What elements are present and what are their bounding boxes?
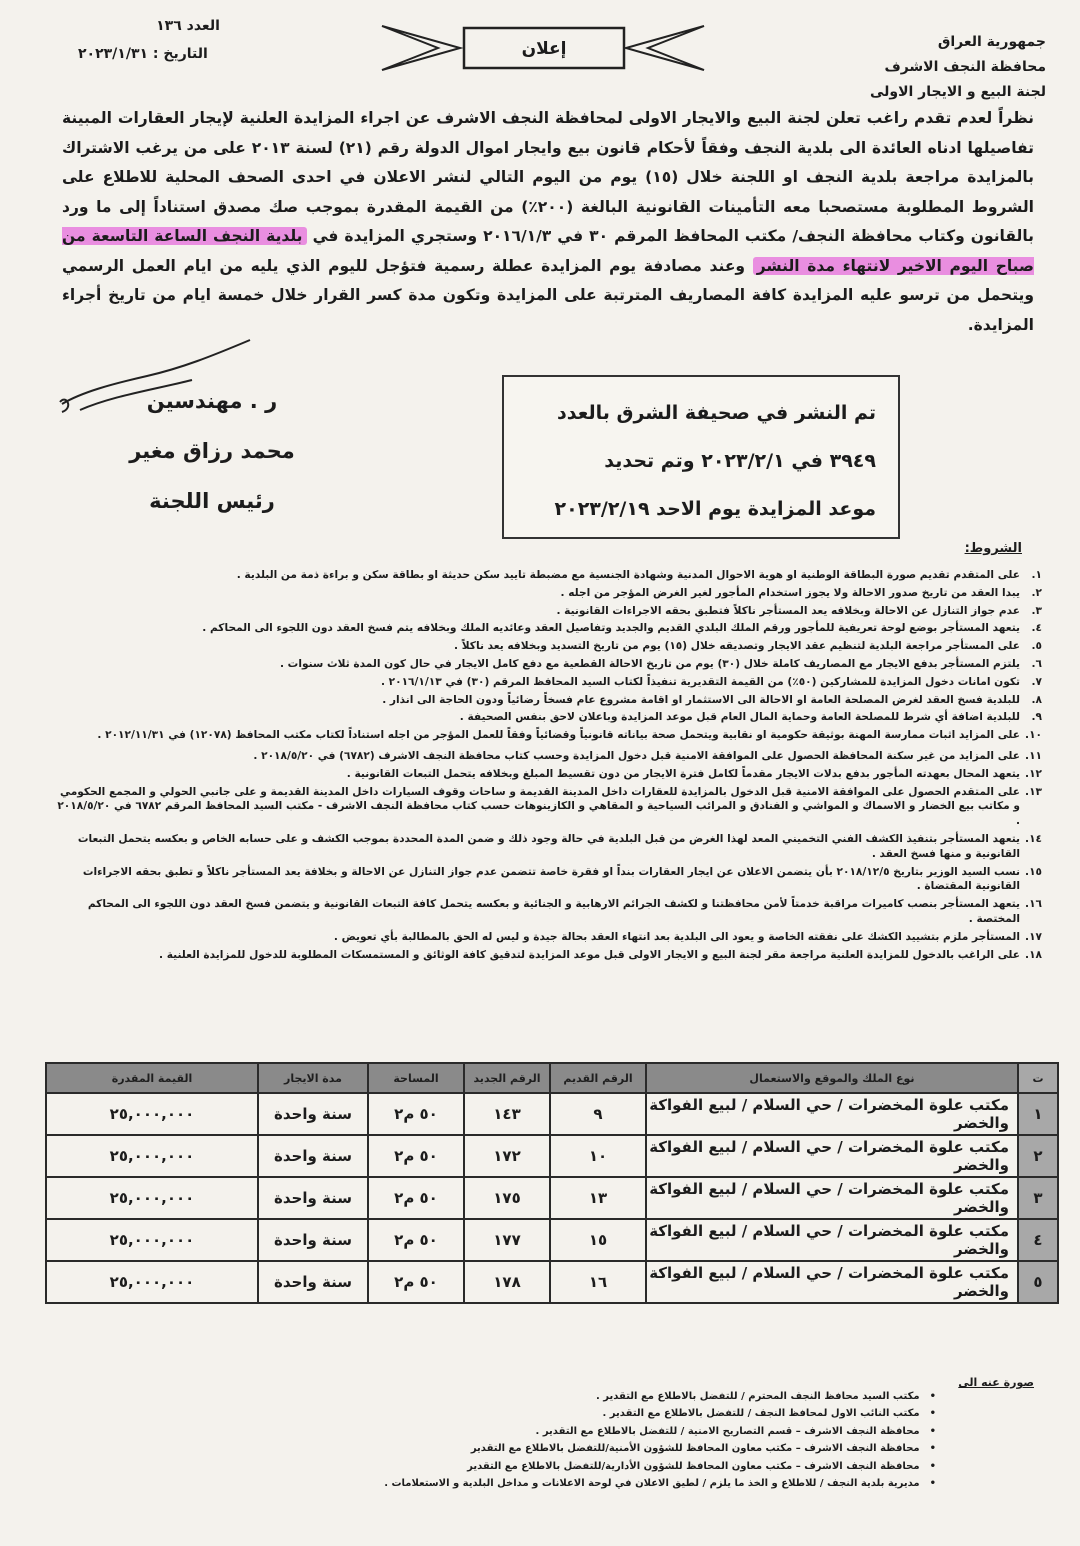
cell-new-number: ١٤٣ xyxy=(464,1093,550,1135)
condition-item xyxy=(56,728,1042,743)
condition-text: على المزايد اثبات ممارسة المهنة بوثيقة حكومية او نقابية ويتحمل صحة بياناته قانونياً وقضائياً وفقاً للعمل المؤجر من اجله استناداً لكتاب مكتب المحافظ (١٢٠٧٨) في ٢٠١٢/١١/٣١ . xyxy=(97,729,1020,742)
condition-number: ١٢. xyxy=(1025,767,1042,780)
condition-item xyxy=(56,693,1042,708)
column-header: مدة الايجار xyxy=(258,1063,368,1093)
cell-value: ٢٥,٠٠٠,٠٠٠ xyxy=(46,1219,258,1261)
cell-duration: سنة واحدة xyxy=(258,1219,368,1261)
title-banner xyxy=(378,18,708,78)
column-header: القيمة المقدرة xyxy=(46,1063,258,1093)
condition-number: ٦. xyxy=(1031,657,1042,670)
cell-value: ٢٥,٠٠٠,٠٠٠ xyxy=(46,1093,258,1135)
copies-list xyxy=(116,1388,936,1492)
cell-area: ٥٠ م٢ xyxy=(368,1093,464,1135)
condition-item xyxy=(56,948,1042,963)
cell-duration: سنة واحدة xyxy=(258,1177,368,1219)
page-title: إعلان xyxy=(521,39,567,59)
body-text-end: وعند مصادفة يوم المزايدة عطلة رسمية فتؤجل لليوم الذي يليه من ايام العمل الرسمي ويتحمل من ترسو عليه المزايدة كافة المصاريف المترتبة على المزايدة وتكون مدة كسر القرار خلال خمسة ايام من تاريخ أجراء المزايدة. xyxy=(62,256,1034,334)
condition-number: ١٣. xyxy=(1025,785,1042,798)
table-row xyxy=(46,1219,1058,1261)
cell-property: مكتب علوة المخضرات / حي السلام / لبيع الفواكة والخضر xyxy=(646,1093,1018,1135)
copy-recipient: • مكتب النائب الاول لمحافظ النجف / للتفضل بالاطلاع مع التقدير . xyxy=(116,1405,936,1422)
cell-duration: سنة واحدة xyxy=(258,1135,368,1177)
signature-block xyxy=(92,376,332,526)
condition-text: يتعهد المحال بعهدته المأجور بدفع بدلات الايجار مقدماً لكامل فترة الايجار من دون تقسيط المبلغ وبخلافه يتحمل التبعات القانونية . xyxy=(346,767,1020,780)
condition-item xyxy=(56,568,1042,583)
publication-notice-box xyxy=(502,375,900,539)
condition-item xyxy=(56,586,1042,601)
cell-index: ١ xyxy=(1018,1093,1058,1135)
cell-index: ٥ xyxy=(1018,1261,1058,1303)
condition-text: عدم جواز التنازل عن الاحالة وبخلافه يعد المستأجر ناكلاً فتطبق بحقه الاجراءات القانونية . xyxy=(556,604,1020,617)
condition-text: يتعهد المستأجر بنصب كاميرات مراقبة خدمتاً لأمن محافظتنا و لكشف الجرائم الارهابية و الجنائية و بعكسه يتحمل كافة التبعات القانونية و يتضمن فسخ العقد دون اللجوء الى المحاكم المختصة . xyxy=(87,898,1020,925)
condition-text: على المتقدم تقديم صورة البطاقة الوطنية او هوية الاحوال المدنية وشهادة الجنسية مع مضبطة تاييد سكن حديثة او بطاقة سكن و براءة ذمة من البلدية . xyxy=(236,569,1020,581)
table-row xyxy=(46,1093,1058,1135)
publication-line-3: موعد المزايدة يوم الاحد ٢٠٢٣/٢/١٩ xyxy=(554,498,876,520)
cell-new-number: ١٧٥ xyxy=(464,1177,550,1219)
cell-area: ٥٠ م٢ xyxy=(368,1135,464,1177)
condition-item xyxy=(56,621,1042,636)
signatory-name: محمد رزاق مغير xyxy=(129,439,295,463)
condition-number: ٣. xyxy=(1031,604,1042,617)
condition-number: ١٠. xyxy=(1025,729,1042,742)
condition-number: ١١. xyxy=(1025,749,1042,762)
column-header: الرقم الجديد xyxy=(464,1063,550,1093)
body-text-start: نظراً لعدم تقدم راغب تعلن لجنة البيع والايجار الاولى لمحافظة النجف الاشرف عن اجراء المزايدة العلنية لإيجار العقارات المبينة تفاصيلها ادناه العائدة الى بلدية النجف وفقاً لأحكام قانون بيع وايجار اموال الدولة رقم (٢١) لسنة ٢٠١٣ على من يرغب الاشتراك بالمزايدة مراجعة بلدية النجف او اللجنة خلال (١٥) يوم من اليوم التالي لنشر الاعلان في احدى الصحف المحلية للاطلاع على الشروط المطلوبة مستصحبا معه التأمينات القانونية البالغة (٢٠٠٪) من القيمة المقدرة بموجب صك مصدق استناداً إلى ما ورد بالقانون وكتاب محافظة النجف/ مكتب المحافظ المرقم ٣٠ في ٢٠١٦/١/٣ وستجري المزايدة في xyxy=(62,109,1034,245)
condition-number: ٥. xyxy=(1031,640,1042,653)
condition-text: للبلدية اضافة أي شرط للمصلحة العامة وحماية المال العام قبل موعد المزايدة وباعلان لاحق بنفس الصحيفة . xyxy=(459,711,1020,724)
signatory-title: ر . مهندسين xyxy=(146,389,278,413)
condition-number: ٤. xyxy=(1031,622,1042,635)
condition-number: ٢. xyxy=(1031,586,1042,599)
copy-recipient: • محافظة النجف الاشرف – مكتب معاون المحافظ للشؤون الأدارية/للتفضل بالاطلاع مع التقدير xyxy=(116,1458,936,1475)
condition-item xyxy=(56,897,1042,927)
condition-number: ٧. xyxy=(1031,675,1042,688)
reference-date: التاريخ : ٢٠٢٣/١/٣١ xyxy=(78,46,208,62)
condition-item xyxy=(56,865,1042,895)
condition-number: ١٧. xyxy=(1025,930,1042,943)
conditions-heading: الشروط: xyxy=(964,541,1022,556)
cell-new-number: ١٧٨ xyxy=(464,1261,550,1303)
publication-line-2: ٣٩٤٩ في ٢٠٢٣/٢/١ وتم تحديد xyxy=(604,450,876,472)
cell-old-number: ١٦ xyxy=(550,1261,646,1303)
column-header: المساحة xyxy=(368,1063,464,1093)
condition-item xyxy=(56,675,1042,690)
cell-old-number: ١٠ xyxy=(550,1135,646,1177)
condition-item xyxy=(56,832,1042,862)
copies-heading: صورة عنه الى xyxy=(958,1376,1034,1389)
condition-text: للبلدية فسخ العقد لغرض المصلحة العامة او الاحالة الى الاستثمار او اقامة مشروع عام فسخاً رضائياً ودون الحاجة الى انذار . xyxy=(382,693,1020,706)
copy-recipient: • مديرية بلدية النجف / للاطلاع و الخذ ما يلزم / لطيق الاعلان في لوحة الاعلانات و مداخل البلدية و الاستعلامات . xyxy=(116,1475,936,1492)
condition-text: يتعهد المستأجر بوضع لوحة تعريفية للمأجور ورقم الملك البلدي القديم والجديد وتفاصيل العقد وعائديه الملك وبخلافه يتم فسخ العقد دون اللجوء الى المحاكم . xyxy=(202,622,1020,635)
properties-table xyxy=(45,1062,1059,1304)
highlighted-text: بلدية النجف الساعة التاسعة من صباح اليوم الاخير لانتهاء مدة النشر xyxy=(62,227,1034,275)
conditions-list xyxy=(56,568,1042,965)
cell-duration: سنة واحدة xyxy=(258,1093,368,1135)
condition-item xyxy=(56,749,1042,764)
table-row xyxy=(46,1135,1058,1177)
condition-number: ١٥. xyxy=(1025,865,1042,878)
condition-text: يبدا العقد من تاريخ صدور الاحالة ولا يجوز استخدام المأجور لغير الغرض المؤجر من اجله . xyxy=(560,586,1020,599)
cell-old-number: ١٣ xyxy=(550,1177,646,1219)
column-header: الرقم القديم xyxy=(550,1063,646,1093)
condition-item xyxy=(56,710,1042,725)
copy-recipient: • مكتب السيد محافظ النجف المحترم / للتفضل بالاطلاع مع التقدير . xyxy=(116,1388,936,1405)
cell-old-number: ٩ xyxy=(550,1093,646,1135)
condition-number: ٨. xyxy=(1031,693,1042,706)
table-header-row xyxy=(46,1063,1058,1093)
condition-item xyxy=(56,657,1042,672)
cell-new-number: ١٧٢ xyxy=(464,1135,550,1177)
condition-number: ١٨. xyxy=(1025,948,1042,961)
cell-area: ٥٠ م٢ xyxy=(368,1177,464,1219)
cell-new-number: ١٧٧ xyxy=(464,1219,550,1261)
announcement-body xyxy=(62,104,1034,340)
column-header: نوع الملك والموقع والاستعمال xyxy=(646,1063,1018,1093)
condition-text: على الراغب بالدخول للمزايدة العلنية مراجعة مقر لجنة البيع و الايجار الاولى قبل موعد المزايدة لتدقيق كافة الوثائق و المستمسكات المطلوبة للدخول للمزايدة العلنية . xyxy=(159,948,1020,961)
cell-area: ٥٠ م٢ xyxy=(368,1261,464,1303)
cell-duration: سنة واحدة xyxy=(258,1261,368,1303)
condition-text: على المتقدم الحصول على الموافقة الامنية قبل الدخول بالمزايدة للعقارات داخل المدينة القديمة و ساحات وقوف السيارات داخل المدينة القديمة و على جانبي الحولي و المجمع الحكومي و مكاتب بيع الخضار و الاسماك و المواشي و الفنادق و المرائب السياحية و المقاهي و الكازينوهات حسب كتاب محافظة النجف الاشرف - مكتب السيد المحافظ المرقم ٦٧٨٢ في ٢٠١٨/٥/٢٠ . xyxy=(57,785,1020,828)
condition-number: ١٤. xyxy=(1025,832,1042,845)
condition-number: ٩. xyxy=(1031,711,1042,724)
condition-text: المستأجر ملزم بتشييد الكشك على نفقته الخاصة و يعود الى البلدية بعد انتهاء العقد بحالة جيدة و ليس له الحق بالمطالبة بأي تعويض . xyxy=(333,930,1020,943)
condition-text: على المستأجر مراجعة البلدية لتنظيم عقد الايجار وتصديقه خلال (١٥) يوم من تاريخ التسديد وبخلافه يعد ناكلاً . xyxy=(454,640,1020,653)
condition-item xyxy=(56,604,1042,619)
condition-text: يتعهد المستأجر بتنفيذ الكشف الفني التخميني المعد لهذا الغرض من قبل البلدية في حالة وجود ذلك و ضمن المدة المحددة بموجب الكشف و على حسابه الخاص و بعكسه يتحمل التبعات القانونية و منها فسخ العقد . xyxy=(77,832,1020,860)
cell-index: ٤ xyxy=(1018,1219,1058,1261)
copy-recipient: • محافظة النجف الاشرف – قسم التصاريح الامنية / للتفضل بالاطلاع مع التقدير . xyxy=(116,1423,936,1440)
cell-property: مكتب علوة المخضرات / حي السلام / لبيع الفواكة والخضر xyxy=(646,1219,1018,1261)
cell-property: مكتب علوة المخضرات / حي السلام / لبيع الفواكة والخضر xyxy=(646,1261,1018,1303)
cell-property: مكتب علوة المخضرات / حي السلام / لبيع الفواكة والخضر xyxy=(646,1135,1018,1177)
authority-line-1: جمهورية العراق xyxy=(937,34,1046,50)
publication-line-1: تم النشر في صحيفة الشرق بالعدد xyxy=(557,402,876,424)
cell-property: مكتب علوة المخضرات / حي السلام / لبيع الفواكة والخضر xyxy=(646,1177,1018,1219)
cell-old-number: ١٥ xyxy=(550,1219,646,1261)
condition-text: يلتزم المستأجر بدفع الايجار مع المصاريف كاملة خلال (٣٠) يوم من تاريخ الاحالة القطعية مع دفع كامل الايجار في حال كون المدة ثلاث سنوات . xyxy=(279,657,1020,670)
reference-number: العدد ١٣٦ xyxy=(156,18,220,34)
condition-number: ١. xyxy=(1031,569,1042,581)
condition-text: تكون امانات دخول المزايدة للمشاركين (٥٠٪) من القيمة التقديرية تنفيذاً لكتاب السيد المحافظ المرقم (٣٠) في ٢٠١٦/١/١٣ . xyxy=(380,675,1020,688)
condition-item xyxy=(56,639,1042,654)
authority-line-3: لجنة البيع و الايجار الاولى xyxy=(869,84,1046,100)
cell-area: ٥٠ م٢ xyxy=(368,1219,464,1261)
copy-recipient: • محافظة النجف الاشرف – مكتب معاون المحافظ للشؤون الأمنية/للتفضل بالاطلاع مع التقدير xyxy=(116,1440,936,1457)
condition-item xyxy=(56,767,1042,782)
cell-value: ٢٥,٠٠٠,٠٠٠ xyxy=(46,1177,258,1219)
cell-index: ٢ xyxy=(1018,1135,1058,1177)
issuing-authority xyxy=(826,30,1046,105)
condition-text: نسب السيد الوزير بتاريخ ٢٠١٨/١٢/٥ بأن يتضمن الاعلان عن ايجار العقارات بنداً او فقرة خاصة تتضمن عدم جواز التنازل عن الاحالة و بخلافة يعد المستأجر ناكلاً و تطبق بحقه الاجراءات القانونية المقتضاة . xyxy=(82,865,1020,893)
cell-value: ٢٥,٠٠٠,٠٠٠ xyxy=(46,1135,258,1177)
authority-line-2: محافظة النجف الاشرف xyxy=(884,59,1046,75)
reference-block xyxy=(78,12,298,68)
column-header: ت xyxy=(1018,1063,1058,1093)
condition-item xyxy=(56,930,1042,945)
table-row xyxy=(46,1261,1058,1303)
table-row xyxy=(46,1177,1058,1219)
cell-value: ٢٥,٠٠٠,٠٠٠ xyxy=(46,1261,258,1303)
signatory-role: رئيس اللجنة xyxy=(149,489,275,513)
condition-number: ١٦. xyxy=(1025,898,1042,911)
cell-index: ٣ xyxy=(1018,1177,1058,1219)
condition-item xyxy=(56,785,1042,829)
condition-text: على المزايد من غير سكنة المحافظة الحصول على الموافقة الامنية قبل دخول المزايدة وحسب كتاب محافظة النجف الاشرف (٦٧٨٢) في ٢٠١٨/٥/٢٠ . xyxy=(253,749,1020,762)
